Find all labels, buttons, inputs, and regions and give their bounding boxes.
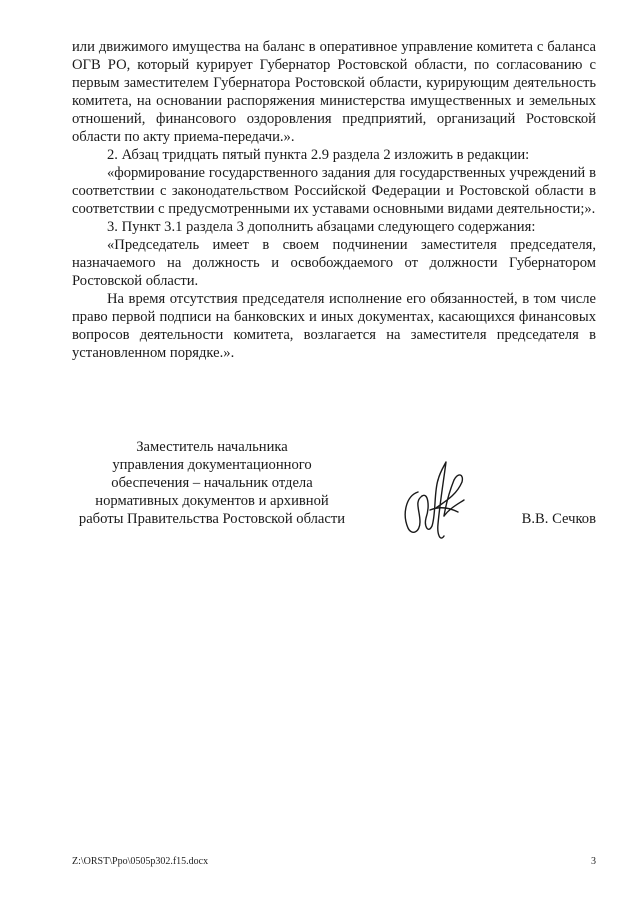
signatory-title-line: работы Правительства Ростовской области	[78, 511, 346, 527]
signatory-title-line: обеспечения – начальник отдела	[111, 475, 313, 491]
paragraph-item-3-quote-1: «Председатель имеет в своем подчинении заместителя председателя, назначаемого на должность и освобождаемого от должности Губернатором Ростовской области.	[72, 237, 596, 289]
signatory-name: В.В. Сечков	[521, 511, 596, 527]
signature-block	[72, 438, 596, 548]
signatory-title-line: Заместитель начальника	[136, 439, 288, 455]
document-body	[72, 38, 596, 362]
paragraph-continuation: или движимого имущества на баланс в оперативное управление комитета с баланса ОГВ РО, который курирует Губернатор Ростовской области, по согласованию с первым заместителем Губернатора Ростовской области, курирующим деятельность комитета, на основании распоряжения министерства имущественных и земельных отношений, финансового оздоровления предприятий, организаций Ростовской области по акту приема-передачи.».	[72, 39, 596, 145]
handwritten-signature-icon	[400, 452, 470, 546]
paragraph-item-2: 2. Абзац тридцать пятый пункта 2.9 раздела 2 изложить в редакции:	[107, 147, 530, 163]
paragraph-item-3-quote-2: На время отсутствия председателя исполнение его обязанностей, в том числе право первой подписи на банковских и иных документах, касающихся финансовых вопросов деятельности комитета, возлагается на заместителя председателя в установленном порядке.».	[72, 291, 596, 361]
paragraph-item-2-quote: «формирование государственного задания для государственных учреждений в соответствии с законодательством Российской Федерации и Ростовской области в соответствии с предусмотренными их уставами основными видами деятельности;».	[72, 165, 596, 217]
file-path: Z:\ORST\Ppo\0505p302.f15.docx	[72, 856, 209, 867]
signatory-title-line: нормативных документов и архивной	[95, 493, 329, 509]
paragraph-item-3: 3. Пункт 3.1 раздела 3 дополнить абзацами следующего содержания:	[107, 219, 536, 235]
signatory-title	[72, 438, 352, 528]
page-number: 3	[591, 856, 596, 867]
signatory-title-line: управления документационного	[112, 457, 312, 473]
